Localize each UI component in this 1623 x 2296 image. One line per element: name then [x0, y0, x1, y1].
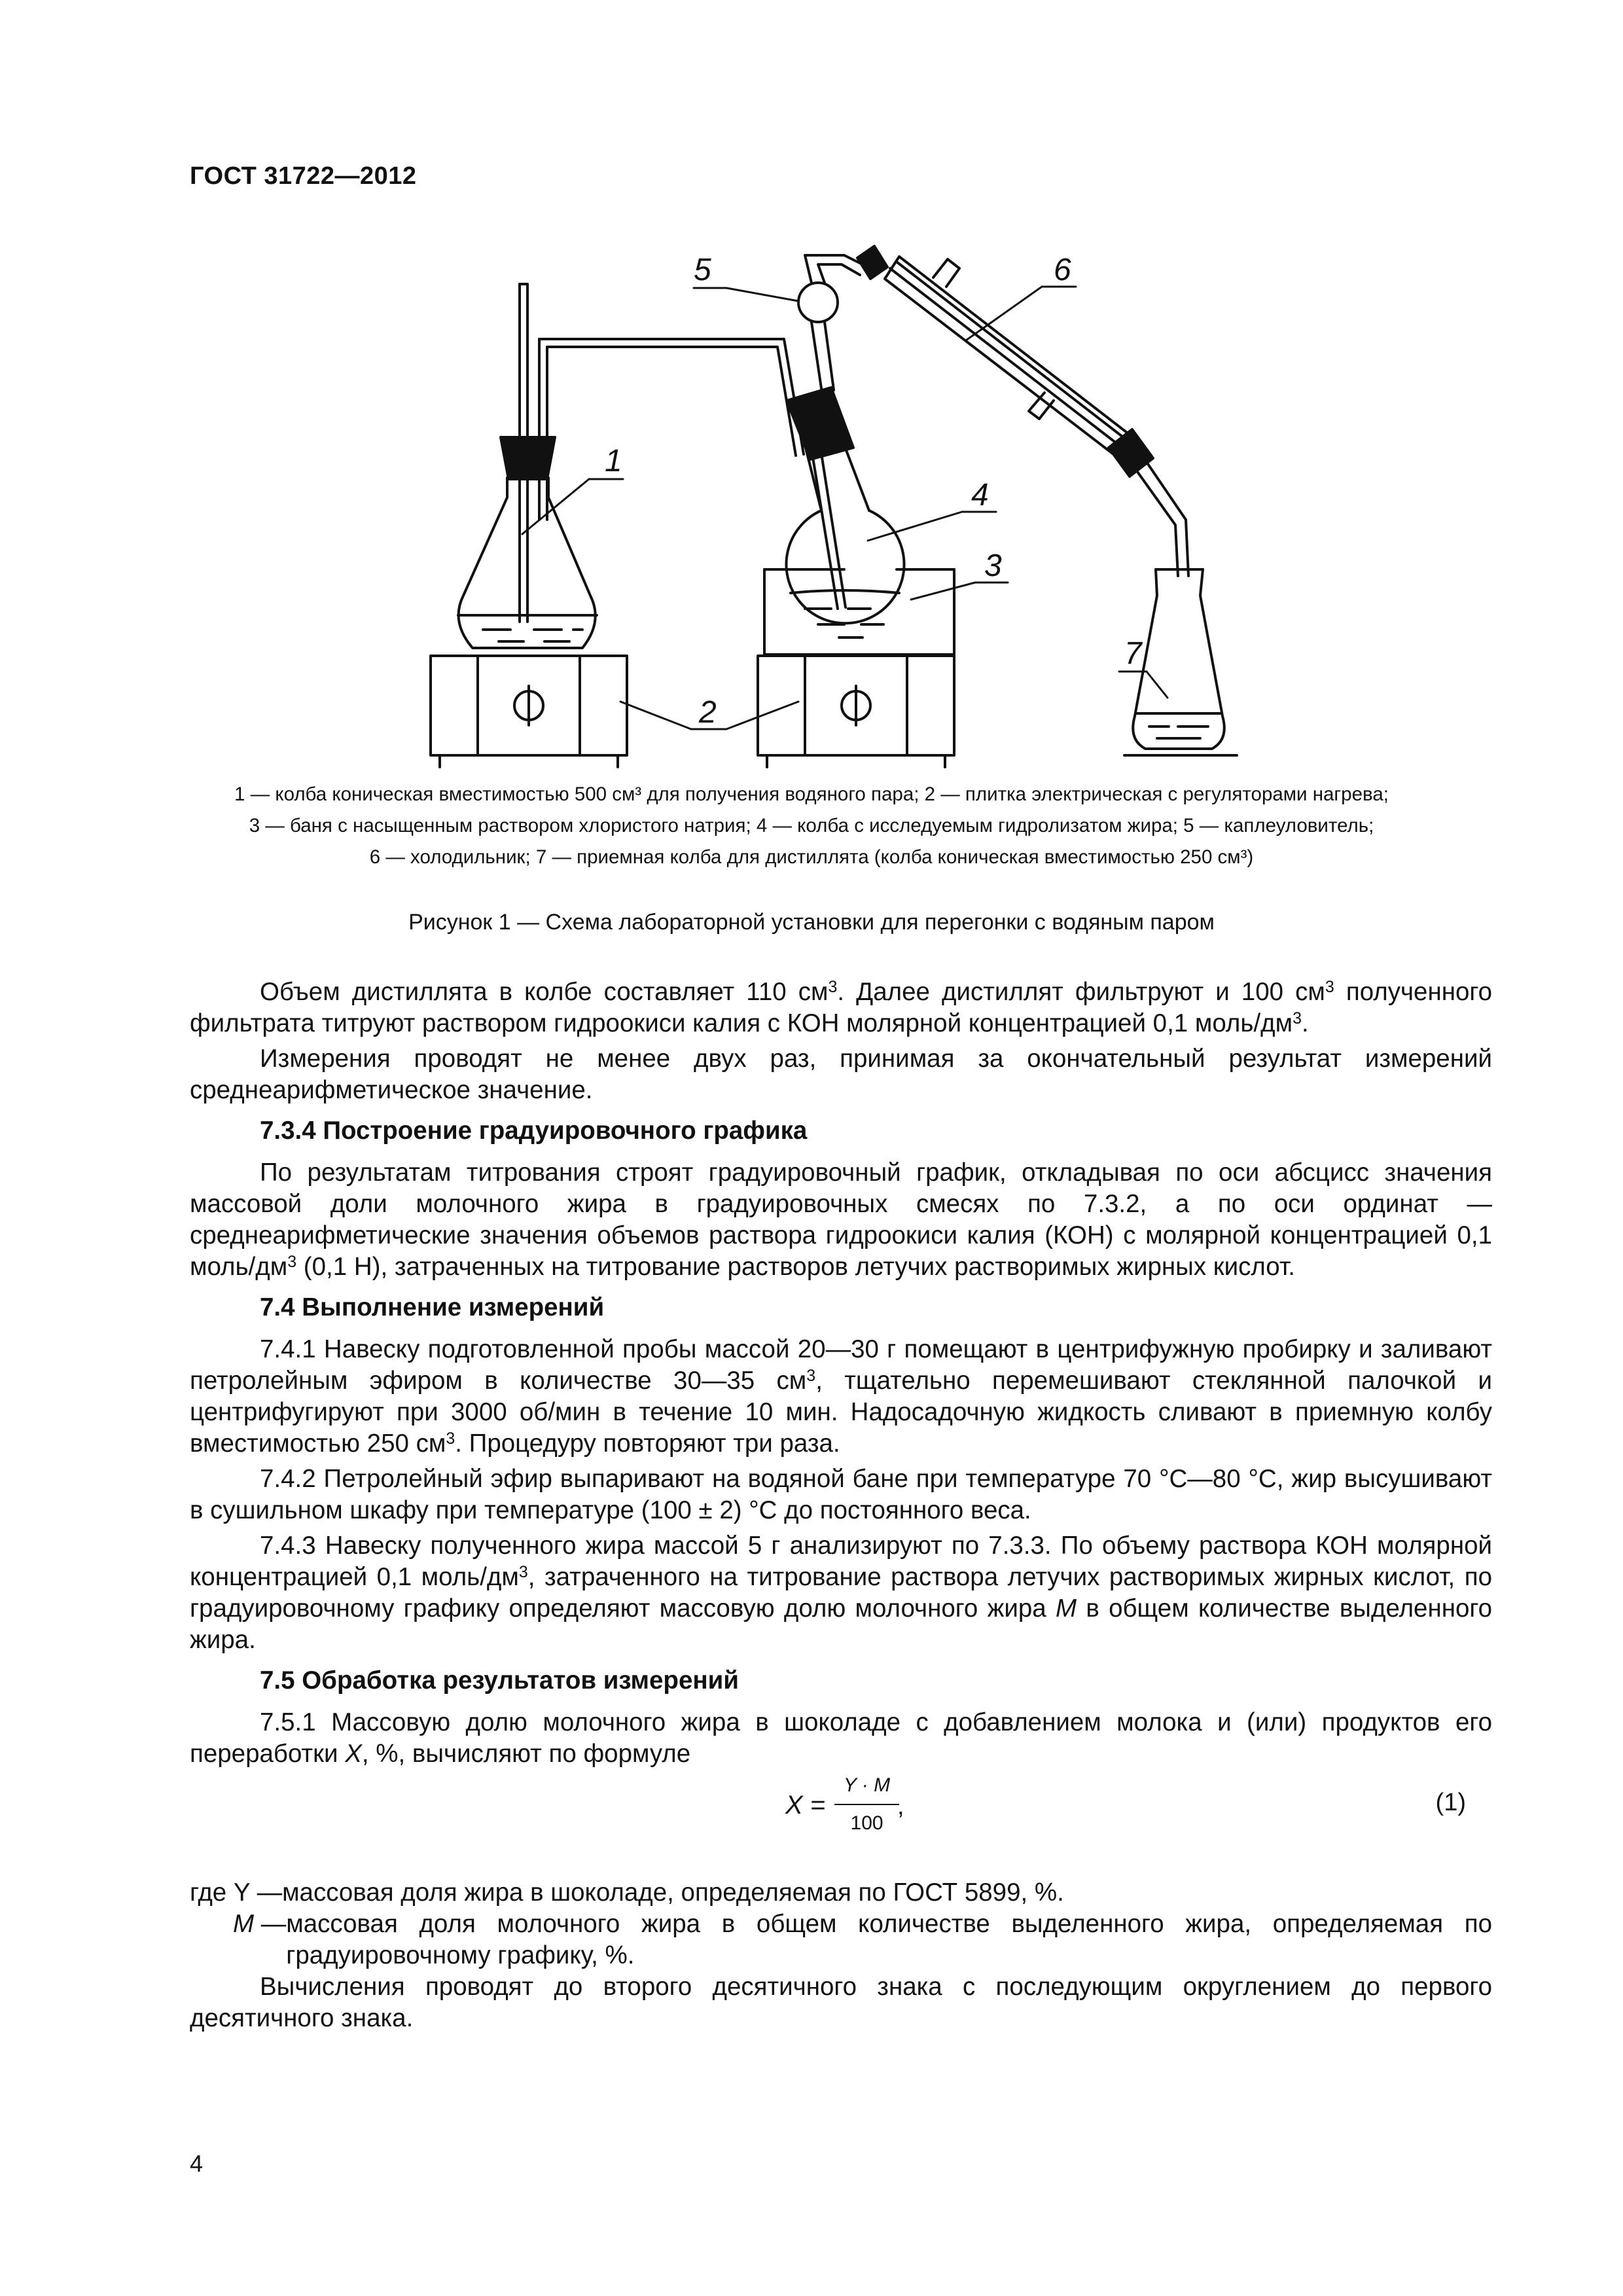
drop-catcher-5: [798, 255, 865, 393]
section-heading: 7.3.4 Построение градуировочного графика: [260, 1117, 808, 1145]
hot-plate-middle: [758, 656, 954, 767]
condenser-6: [885, 257, 1130, 456]
paragraph: Вычисления проводят до второго десятичного знака с последующим округлением до первого десятичного знака.: [190, 1973, 1492, 2032]
figure-label-7: 7: [1124, 636, 1142, 671]
figure-legend: [177, 779, 1446, 873]
paragraph: 7.4.3 Навеску полученного жира массой 5 г анализируют по 7.3.3. По объему раствора КОН молярной концентрацией 0,1 моль/$дм^3$, затраченного на титрование раствора летучих растворимых жирных кислот, по градуировочному графику определяют массовую долю молочного жира М в общем количестве выделенного жира.: [190, 1532, 1492, 1654]
formula-lhs: X =: [785, 1791, 826, 1820]
section-heading: 7.4 Выполнение измерений: [260, 1293, 605, 1321]
figure-label-4: 4: [971, 478, 989, 512]
bath-3: [764, 569, 954, 655]
paragraph: 7.5.1 Массовую долю молочного жира в шоколаде с добавлением молока и (или) продуктов его переработки X, %, вычисляют по формуле: [190, 1708, 1492, 1768]
paragraph: 7.4.1 Навеску подготовленной пробы массой 20—30 г помещают в центрифужную пробирку и заливают петролейным эфиром в количестве 30—35 $см^3$, тщательно перемешивают стеклянной палочкой и центрифугируют при 3000 об/мин в течение 10 мин. Надосадочную жидкость сливают в приемную колбу вместимостью 250 $см^3$. Процедуру повторяют три раза.: [190, 1335, 1492, 1458]
figure-label-5: 5: [694, 253, 711, 287]
formula-numerator: Y · M: [844, 1774, 891, 1796]
legend-line: 3 — баня с насыщенным раствором хлористого натрия; 4 — колба с исследуемым гидролизатом жира; 5 — каплеуловитель;: [249, 815, 1374, 836]
figure-label-2: 2: [699, 695, 717, 730]
hot-plate-left: [431, 656, 627, 767]
legend-line: 6 — холодильник; 7 — приемная колба для дистиллята (колба коническая вместимостью 250 см³): [369, 846, 1254, 868]
formula-number: (1): [1435, 1789, 1466, 1816]
standard-header: ГОСТ 31722—2012: [190, 162, 417, 190]
figure-label-3: 3: [984, 548, 1002, 583]
paragraph: По результатам титрования строят градуировочный график, откладывая по оси абсцисс значения массовой доли молочного жира в градуировочных смесях по 7.3.2, а по оси ординат — среднеарифметические значения объемов раствора гидроокиси калия (КОН) с молярной концентрацией 0,1 моль/$дм^3$ (0,1 Н), затраченных на титрование растворов летучих растворимых жирных кислот.: [190, 1158, 1492, 1281]
paragraph: Объем дистиллята в колбе составляет 110 $см^3$. Далее дистиллят фильтруют и 100 $см^3$ полученного фильтрата титруют раствором гидроокиси калия с КОН молярной концентрацией 0,1 моль/$дм^3$.: [190, 978, 1492, 1037]
section-heading: 7.5 Обработка результатов измерений: [260, 1666, 739, 1695]
apparatus-diagram: [386, 229, 1302, 772]
formula-denominator: 100: [850, 1812, 883, 1834]
figure-label-6: 6: [1054, 253, 1071, 287]
legend-line: 1 — колба коническая вместимостью 500 см³ для получения водяного пара; 2 — плитка электрическая с регуляторами нагрева;: [234, 783, 1389, 805]
body-text: [190, 977, 1492, 2034]
fraction-bar: [834, 1804, 899, 1805]
definition-Y: где Y — массовая доля жира в шоколаде, определяемая по ГОСТ 5899, %.: [190, 1878, 1064, 1907]
formula: [190, 1774, 1492, 1859]
paragraph: Измерения проводят не менее двух раз, принимая за окончательный результат измерений среднеарифметическое значение.: [190, 1045, 1492, 1104]
formula-comma: ,: [897, 1793, 904, 1820]
paragraph: 7.4.2 Петролейный эфир выпаривают на водяной бане при температуре 70 °С—80 °С, жир высушивают в сушильном шкафу при температуре (100 ± 2) °С до постоянного веса.: [190, 1465, 1492, 1524]
apparatus-figure: [386, 229, 1302, 772]
formula-fraction: [834, 1770, 899, 1839]
figure-label-1: 1: [605, 444, 622, 478]
figure-caption: Рисунок 1 — Схема лабораторной установки для перегонки с водяным паром: [408, 910, 1215, 935]
page-number: 4: [190, 2150, 204, 2177]
formula-definitions: [190, 1877, 1492, 1971]
definition-M: М — массовая доля молочного жира в общем количестве выделенного жира, определяемая по градуировочному графику, %.: [233, 1910, 1492, 1969]
